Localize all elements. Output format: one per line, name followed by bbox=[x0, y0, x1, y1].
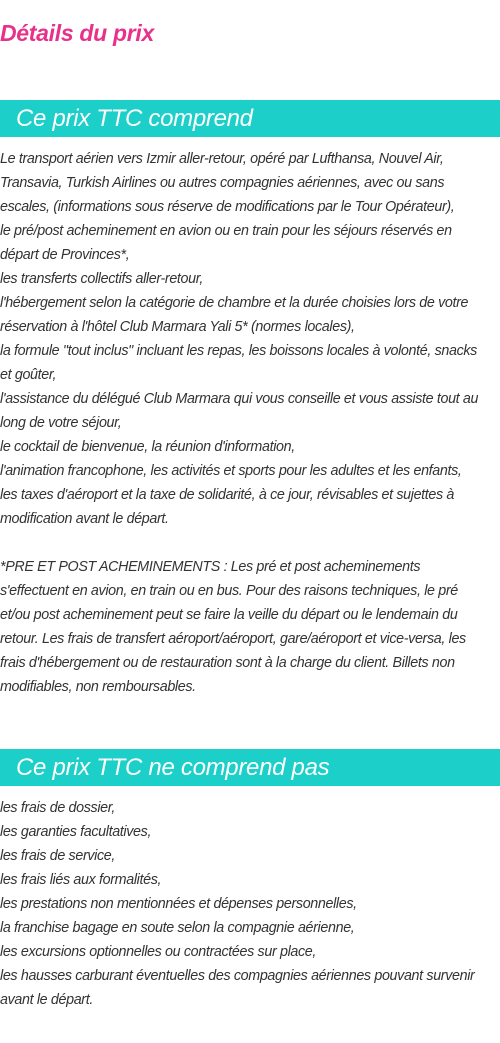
footnote-line: modifiables, non remboursables. bbox=[0, 679, 196, 695]
included-line: Transavia, Turkish Airlines ou autres compagnies aériennes, avec ou sans bbox=[0, 175, 445, 191]
excluded-line: la franchise bagage en soute selon la compagnie aérienne, bbox=[0, 920, 355, 936]
excluded-line: les frais de dossier, bbox=[0, 800, 116, 816]
included-line: départ de Provinces*, bbox=[0, 247, 130, 263]
included-line: le pré/post acheminement en avion ou en train pour les séjours réservés en bbox=[0, 223, 452, 239]
included-line: la formule "tout inclus" incluant les repas, les boissons locales à volonté, snacks bbox=[0, 343, 477, 359]
included-line: le cocktail de bienvenue, la réunion d'information, bbox=[0, 439, 295, 455]
included-line: l'hébergement selon la catégorie de chambre et la durée choisies lors de votre bbox=[0, 295, 469, 311]
included-line: Le transport aérien vers Izmir aller-retour, opéré par Lufthansa, Nouvel Air, bbox=[0, 151, 444, 167]
included-line: long de votre séjour, bbox=[0, 415, 122, 431]
included-line: réservation à l'hôtel Club Marmara Yali 5* (normes locales), bbox=[0, 319, 355, 335]
excluded-section-header: Ce prix TTC ne comprend pas bbox=[0, 749, 500, 786]
excluded-line: les frais de service, bbox=[0, 848, 116, 864]
footnote-line: s'effectuent en avion, en train ou en bus. Pour des raisons techniques, le pré bbox=[0, 583, 458, 599]
included-line: escales, (informations sous réserve de modifications par le Tour Opérateur), bbox=[0, 199, 455, 215]
acheminement-footnote bbox=[0, 555, 500, 699]
included-line: et goûter, bbox=[0, 367, 57, 383]
excluded-list bbox=[0, 796, 500, 1012]
included-line: les transferts collectifs aller-retour, bbox=[0, 271, 204, 287]
included-line: l'assistance du délégué Club Marmara qui vous conseille et vous assiste tout au bbox=[0, 391, 479, 407]
included-section-header: Ce prix TTC comprend bbox=[0, 100, 500, 137]
footnote-line: frais d'hébergement ou de restauration sont à la charge du client. Billets non bbox=[0, 655, 455, 671]
footnote-line: retour. Les frais de transfert aéroport/aéroport, gare/aéroport et vice-versa, les bbox=[0, 631, 466, 647]
excluded-line: les frais liés aux formalités, bbox=[0, 872, 162, 888]
included-line: l'animation francophone, les activités et sports pour les adultes et les enfants, bbox=[0, 463, 462, 479]
excluded-line: les prestations non mentionnées et dépenses personnelles, bbox=[0, 896, 357, 912]
footnote-line: et/ou post acheminement peut se faire la veille du départ ou le lendemain du bbox=[0, 607, 458, 623]
included-line: modification avant le départ. bbox=[0, 511, 169, 527]
footnote-line: *PRE ET POST ACHEMINEMENTS : Les pré et post acheminements bbox=[0, 559, 421, 575]
page-title: Détails du prix bbox=[0, 20, 154, 46]
included-line: les taxes d'aéroport et la taxe de solidarité, à ce jour, révisables et sujettes à bbox=[0, 487, 455, 503]
included-list bbox=[0, 147, 500, 531]
excluded-line: les hausses carburant éventuelles des compagnies aériennes pouvant survenir bbox=[0, 968, 475, 984]
excluded-line: les excursions optionnelles ou contractées sur place, bbox=[0, 944, 317, 960]
excluded-line: les garanties facultatives, bbox=[0, 824, 152, 840]
excluded-line: avant le départ. bbox=[0, 992, 93, 1008]
